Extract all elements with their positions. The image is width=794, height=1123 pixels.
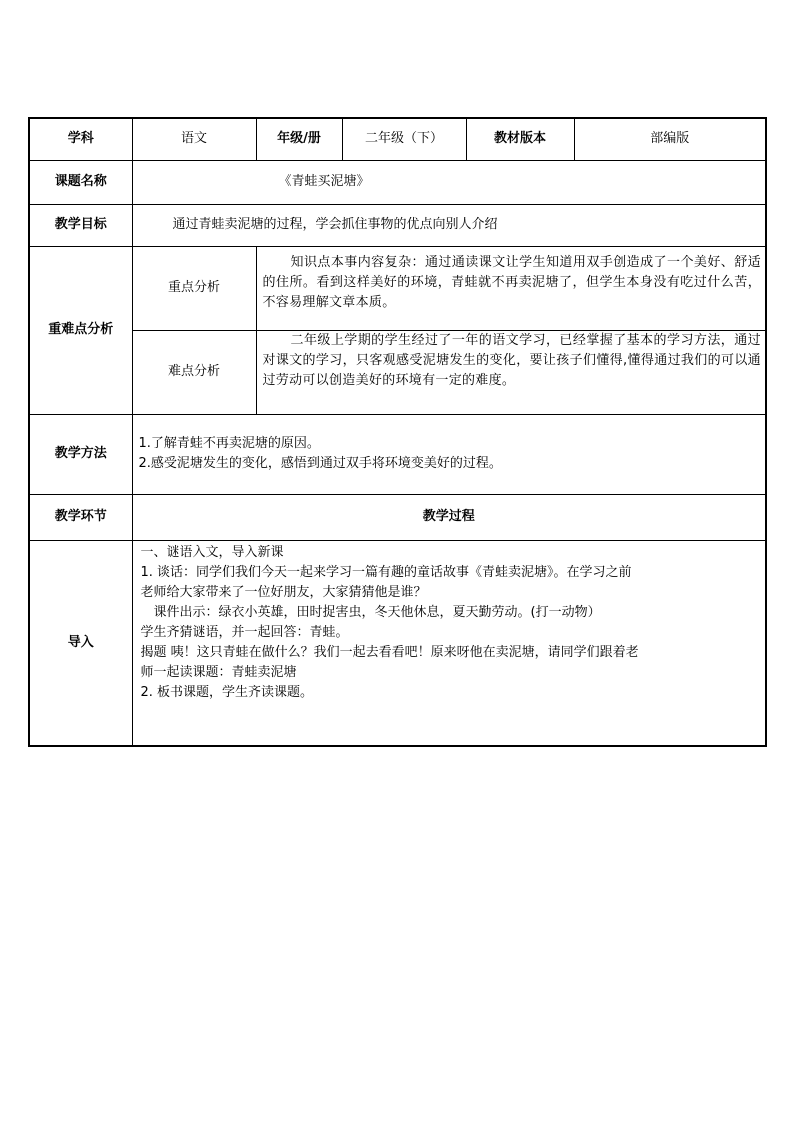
lesson-plan-document: [28, 117, 765, 747]
method-item: 1.了解青蛙不再卖泥塘的原因。: [138, 436, 320, 451]
key-point-text: [256, 246, 766, 330]
methods-row: [29, 414, 766, 494]
intro-line: 揭题 咦！这只青蛙在做什么？我们一起去看看吧！原来呀他在卖泥塘，请同学们跟着老: [140, 644, 639, 660]
intro-row: [29, 540, 766, 746]
key-point-content: 知识点本事内容复杂：通过通读课文让学生知道用双手创造成了一个美好、舒适的住所。看到这样美好的环境，青蛙就不再卖泥塘了，但学生本身没有吃过什么苦，不容易理解文章本质。: [262, 254, 761, 310]
grade-value: 二年级（下）: [342, 118, 466, 160]
edition-value: 部编版: [574, 118, 766, 160]
intro-label: 导入: [29, 540, 132, 746]
difficult-point-text: [256, 330, 766, 414]
edition-label: 教材版本: [466, 118, 574, 160]
analysis-label: 重难点分析: [29, 246, 132, 414]
difficult-point-label: 难点分析: [132, 330, 256, 414]
grade-label: 年级/册: [256, 118, 342, 160]
process-label: 教学过程: [132, 494, 766, 540]
intro-line: 2. 板书课题，学生齐读课题。: [140, 684, 314, 700]
goals-text: 通过青蛙卖泥塘的过程，学会抓住事物的优点向别人介绍: [132, 204, 766, 246]
intro-line: 课件出示：绿衣小英雄，田时捉害虫，冬天他休息，夏天勤劳动。(打一动物）: [140, 604, 601, 620]
difficult-point-row: [29, 330, 766, 414]
intro-line: 师一起读课题：青蛙卖泥塘: [140, 664, 297, 680]
intro-line: 老师给大家带来了一位好朋友，大家猜猜他是谁？: [140, 584, 427, 600]
header-row: [29, 118, 766, 160]
intro-line: 学生齐猜谜语，并一起回答：青蛙。: [140, 624, 349, 640]
key-point-row: [29, 246, 766, 330]
subject-value: 语文: [132, 118, 256, 160]
goals-label: 教学目标: [29, 204, 132, 246]
intro-content: [132, 540, 766, 746]
goals-row: [29, 204, 766, 246]
lesson-title-row: [29, 160, 766, 204]
lesson-title-label: 课题名称: [29, 160, 132, 204]
difficult-point-content: 二年级上学期的学生经过了一年的语文学习，已经掌握了基本的学习方法，通过对课文的学习，只客观感受泥塘发生的变化，要让孩子们懂得,懂得通过我们的可以通过劳动可以创造美好的环境有一定的难度。: [262, 332, 761, 388]
methods-label: 教学方法: [29, 414, 132, 494]
lesson-plan-table: [28, 117, 767, 747]
process-header-row: [29, 494, 766, 540]
lesson-title-value: 《青蛙买泥塘》: [132, 160, 766, 204]
methods-list: [132, 414, 766, 494]
method-item: 2.感受泥塘发生的变化，感悟到通过双手将环境变美好的过程。: [138, 456, 502, 471]
section-label: 教学环节: [29, 494, 132, 540]
intro-line: 1. 谈话：同学们我们今天一起来学习一篇有趣的童话故事《青蛙卖泥塘》。在学习之前: [140, 564, 632, 580]
intro-line: 一、谜语入文，导入新课: [140, 544, 284, 560]
key-point-label: 重点分析: [132, 246, 256, 330]
subject-label: 学科: [29, 118, 132, 160]
